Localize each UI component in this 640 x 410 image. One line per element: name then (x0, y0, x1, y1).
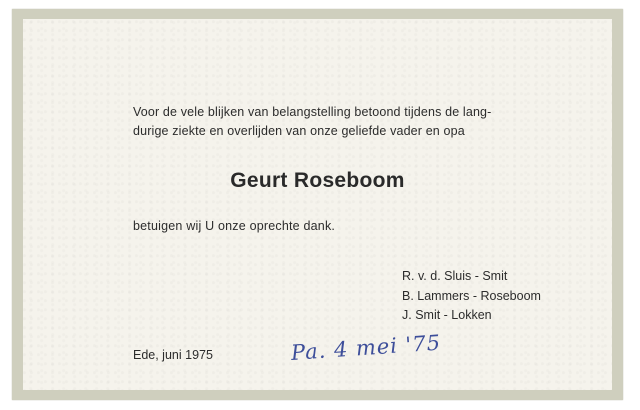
signatory-2: B. Lammers - Roseboom (402, 288, 541, 303)
signatory-1: R. v. d. Sluis - Smit (402, 269, 508, 283)
signatory-3: J. Smit - Lokken (402, 308, 492, 322)
intro-line-1: Voor de vele blijken van belangstelling betoond tijdens de lang- (133, 105, 492, 119)
thanks-line: betuigen wij U onze oprechte dank. (133, 219, 336, 233)
thank-you-card (23, 19, 612, 390)
place-date: Ede, juni 1975 (133, 348, 213, 362)
intro-text (133, 103, 491, 141)
deceased-name: Geurt Roseboom (230, 169, 405, 192)
handwritten-note: Pa. 4 mei '75 (290, 330, 442, 365)
intro-line-2: durige ziekte en overlijden van onze geliefde vader en opa (133, 124, 465, 138)
card-border (12, 9, 623, 400)
signatories-list (402, 267, 541, 326)
